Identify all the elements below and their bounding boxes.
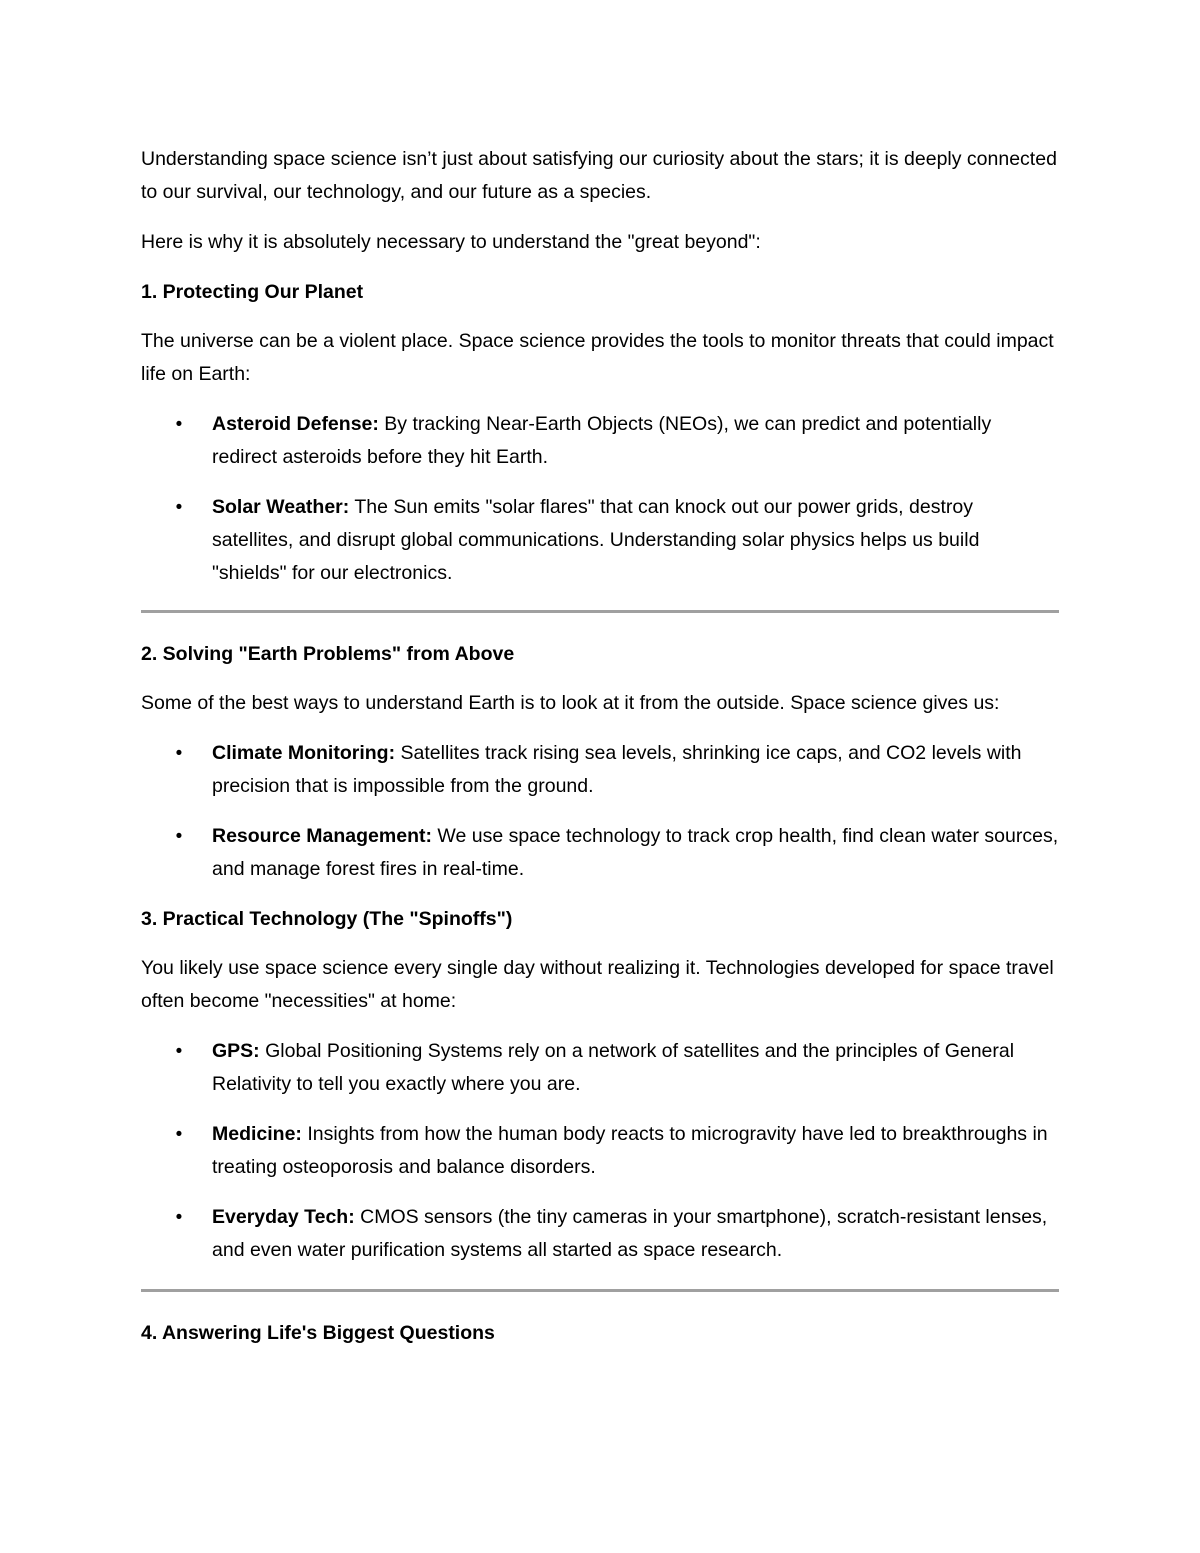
- bullet-list: [141, 408, 1059, 590]
- item-text: CMOS sensors (the tiny cameras in your smartphone), scratch-resistant lenses, and even water purification systems all started as space research.: [212, 1206, 1048, 1261]
- item-term: Resource Management:: [212, 825, 432, 847]
- bullet-list: [141, 737, 1059, 886]
- intro-lead-in: Here is why it is absolutely necessary to understand the "great beyond":: [141, 231, 761, 253]
- bullet-icon: •: [175, 497, 183, 518]
- list-item: [141, 820, 1059, 886]
- bullet-icon: •: [175, 1041, 183, 1062]
- bullet-icon: •: [175, 743, 183, 764]
- bullet-icon: •: [175, 1124, 183, 1145]
- item-text: Satellites track rising sea levels, shrinking ice caps, and CO2 levels with precision that is impossible from the ground.: [212, 742, 1022, 797]
- bullet-icon: •: [175, 414, 183, 435]
- list-item: [141, 1118, 1059, 1184]
- section-text: Some of the best ways to understand Earth is to look at it from the outside. Space science gives us:: [141, 692, 1000, 714]
- section-heading: 2. Solving "Earth Problems" from Above: [141, 643, 515, 665]
- list-item: [141, 1201, 1059, 1267]
- item-term: Asteroid Defense:: [212, 413, 379, 435]
- list-item: [141, 491, 1059, 590]
- section-heading: 1. Protecting Our Planet: [141, 281, 364, 303]
- item-term: Climate Monitoring:: [212, 742, 396, 764]
- section-text: You likely use space science every single day without realizing it. Technologies developed for space travel often become "necessities" at home:: [141, 957, 1054, 1012]
- bullet-icon: •: [175, 1207, 183, 1228]
- item-term: Everyday Tech:: [212, 1206, 355, 1228]
- horizontal-divider: [141, 1289, 1059, 1292]
- list-item: [141, 737, 1059, 803]
- list-item: [141, 408, 1059, 474]
- item-text: Global Positioning Systems rely on a network of satellites and the principles of General Relativity to tell you exactly where you are.: [212, 1040, 1015, 1095]
- section-heading: 3. Practical Technology (The "Spinoffs"): [141, 908, 513, 930]
- item-term: Medicine:: [212, 1123, 302, 1145]
- item-text: Insights from how the human body reacts to microgravity have led to breakthroughs in treating osteoporosis and balance disorders.: [212, 1123, 1048, 1178]
- item-term: Solar Weather:: [212, 496, 350, 518]
- intro-paragraph: Understanding space science isn’t just about satisfying our curiosity about the stars; it is deeply connected to our survival, our technology, and our future as a species.: [141, 148, 1057, 203]
- list-item: [141, 1035, 1059, 1101]
- item-term: GPS:: [212, 1040, 260, 1062]
- item-text: The Sun emits "solar flares" that can knock out our power grids, destroy satellites, and disrupt global communications. Understanding solar physics helps us build "shields" for our electronics.: [212, 496, 980, 584]
- bullet-list: [141, 1035, 1059, 1267]
- item-text: By tracking Near-Earth Objects (NEOs), we can predict and potentially redirect asteroids before they hit Earth.: [212, 413, 992, 468]
- horizontal-divider: [141, 610, 1059, 613]
- item-text: We use space technology to track crop health, find clean water sources, and manage forest fires in real-time.: [212, 825, 1059, 880]
- section-text: The universe can be a violent place. Space science provides the tools to monitor threats that could impact life on Earth:: [141, 330, 1054, 385]
- bullet-icon: •: [175, 826, 183, 847]
- section-heading: 4. Answering Life's Biggest Questions: [141, 1322, 495, 1344]
